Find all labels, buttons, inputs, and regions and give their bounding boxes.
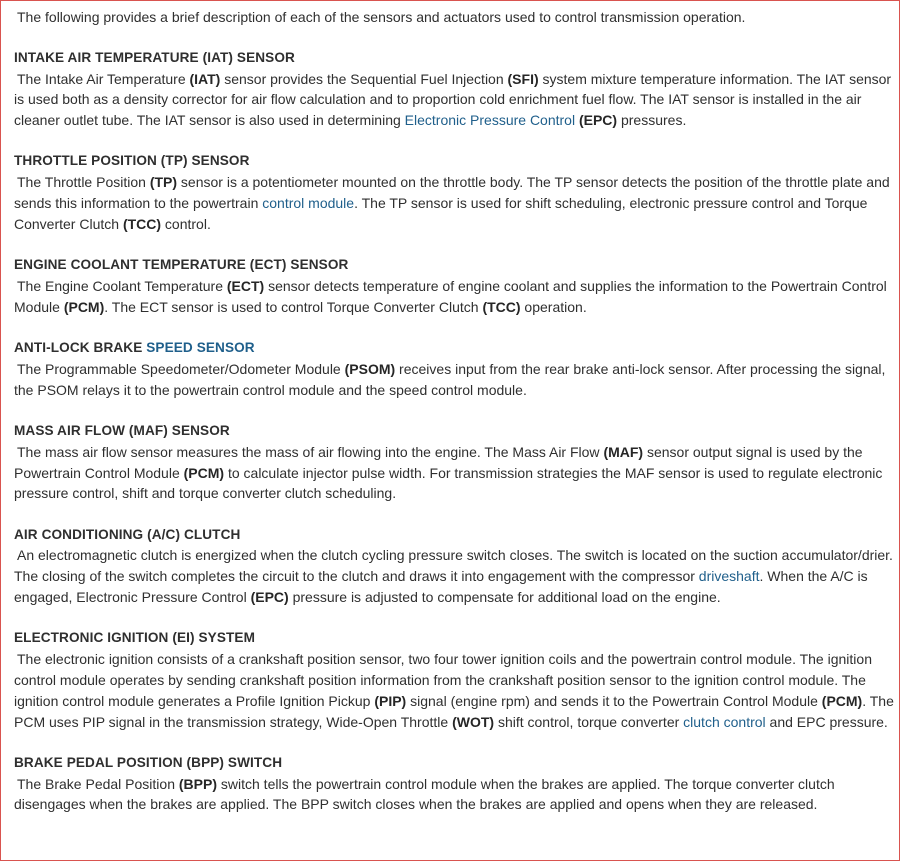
text-run: BRAKE PEDAL POSITION (BPP) SWITCH [14,754,283,770]
glossary-link[interactable]: SPEED SENSOR [146,340,255,356]
text-run: signal (engine rpm) and sends it to the Powertrain Control Module [406,692,822,709]
text-run: MASS AIR FLOW (MAF) SENSOR [14,422,230,438]
text-run: switch tells the powertrain control module when the brakes are applied. The torque converter clutch disengages when the brakes are applied. The BPP switch closes when the brakes are applied and opens when they are released. [14,775,835,813]
text-run: and EPC pressure. [765,713,888,730]
text-run: The Intake Air Temperature [17,70,190,87]
section [14,421,896,504]
text-run: pressure is adjusted to compensate for additional load on the engine. [288,589,721,606]
text-run: . The PCM uses PIP signal in the transmission strategy, Wide-Open Throttle [14,692,894,730]
abbreviation-text: (MAF) [603,443,644,460]
section-body [14,545,896,607]
text-run: ENGINE COOLANT TEMPERATURE (ECT) SENSOR [14,257,349,273]
text-run: sensor provides the Sequential Fuel Injection [220,70,508,87]
abbreviation-text: (PIP) [374,692,407,709]
section-body [14,276,896,318]
section-body [14,172,896,234]
text-run: operation. [520,298,587,315]
intro-paragraph: The following provides a brief description of each of the sensors and actuators used to control transmission operation. [17,9,746,25]
section [14,753,896,815]
section [14,48,896,131]
abbreviation-text: (BPP) [178,775,217,792]
section-body [14,649,896,732]
text-run: An electromagnetic clutch is energized when the clutch cycling pressure switch closes. The switch is located on the suction accumulator/drier. The closing of the switch completes the circuit to the clutch and draws it into engagement with the compressor [14,547,893,585]
section-body [14,442,896,504]
document-content [14,7,896,836]
section-heading [14,628,896,649]
text-run: pressures. [617,112,687,129]
text-run: . The TP sensor is used for shift scheduling, electronic pressure control and Torque Converter Clutch [14,195,868,232]
text-run: system mixture temperature information. The IAT sensor is used both as a density corrector for air flow calculation and to proportion cold enrichment fuel flow. The IAT sensor is installed in the air cleaner outlet tube. The IAT sensor is also used in determining [14,70,892,129]
abbreviation-text: (PCM) [183,464,225,481]
text-run: The Throttle Position [17,174,150,191]
section [14,151,896,234]
section-body [14,774,896,816]
text-run: ANTI-LOCK BRAKE [14,340,147,356]
abbreviation-text: (PSOM) [344,360,396,377]
text-run: The mass air flow sensor measures the mass of air flowing into the engine. The Mass Air Flow [17,443,604,460]
sections-container [14,48,896,815]
text-run: sensor is a potentiometer mounted on the throttle body. The TP sensor detects the position of the throttle plate and sends this information to the powertrain [14,174,890,212]
text-run: shift control, torque converter [494,713,684,730]
abbreviation-text: (TCC) [122,215,162,232]
section-heading [14,525,896,546]
abbreviation-text: (EPC) [578,112,618,129]
abbreviation-text: (TP) [149,174,178,191]
abbreviation-text: (WOT) [452,713,495,730]
text-run: The Brake Pedal Position [17,775,179,792]
text-run: THROTTLE POSITION (TP) SENSOR [14,153,250,169]
section [14,255,896,317]
abbreviation-text: (SFI) [507,70,539,87]
section-heading [14,753,896,774]
section-heading [14,421,896,442]
abbreviation-text: (PCM) [821,692,863,709]
text-run: receives input from the rear brake anti-lock sensor. After processing the signal, the PSOM relays it to the powertrain control module and the speed control module. [14,360,886,398]
section [14,338,896,400]
section [14,628,896,732]
text-run: The Programmable Speedometer/Odometer Module [17,360,345,377]
glossary-link[interactable]: control module [262,195,355,212]
text-run: sensor detects temperature of engine coolant and supplies the information to the Powertrain Control Module [14,277,887,315]
section-heading [14,255,896,276]
abbreviation-text: (ECT) [226,277,265,294]
text-run: . When the A/C is engaged, Electronic Pressure Control [14,568,868,606]
text-run: control. [161,215,211,232]
abbreviation-text: (PCM) [63,298,105,315]
text-run: INTAKE AIR TEMPERATURE (IAT) SENSOR [14,49,295,65]
section-heading [14,338,896,359]
text-run: The Engine Coolant Temperature [17,277,227,294]
text-run: ELECTRONIC IGNITION (EI) SYSTEM [14,630,255,646]
section-heading [14,151,896,172]
text-run: sensor output signal is used by the Powertrain Control Module [14,443,863,481]
abbreviation-text: (TCC) [482,298,521,315]
section-body [14,69,896,131]
abbreviation-text: (IAT) [189,70,221,87]
glossary-link[interactable]: Electronic Pressure Control [404,112,576,129]
text-run: . The ECT sensor is used to control Torque Converter Clutch [104,298,483,315]
text-run: The electronic ignition consists of a crankshaft position sensor, two four tower ignition coils and the powertrain control module. The ignition control module operates by sending crankshaft position information from the crankshaft position sensor to the ignition control module. The ignition control module generates a Profile Ignition Pickup [14,651,872,709]
text-run: AIR CONDITIONING (A/C) CLUTCH [14,526,241,542]
section-body [14,359,896,401]
text-run: to calculate injector pulse width. For transmission strategies the MAF sensor is used to regulate electronic pressure control, shift and torque converter clutch scheduling. [14,464,883,502]
section [14,525,896,608]
glossary-link[interactable]: clutch control [683,713,766,730]
glossary-link[interactable]: driveshaft [698,568,760,585]
abbreviation-text: (EPC) [250,589,289,606]
section-heading [14,48,896,69]
